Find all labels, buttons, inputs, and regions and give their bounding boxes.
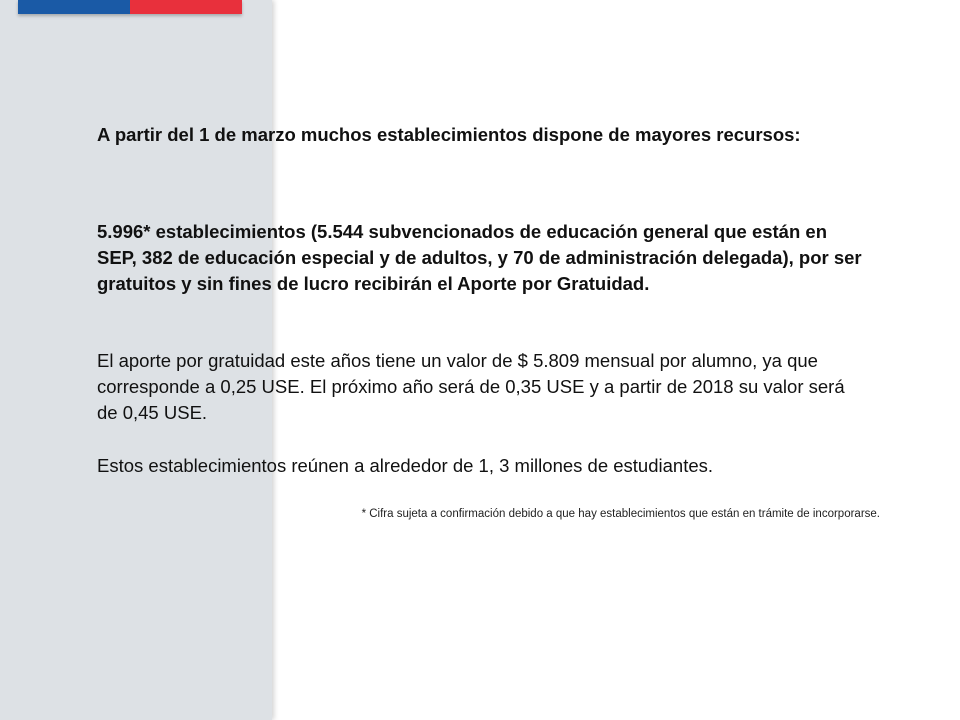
footnote: * Cifra sujeta a confirmación debido a que hay establecimientos que están en trámite de incorporarse. xyxy=(361,508,880,520)
students-paragraph: Estos establecimientos reúnen a alrededor de 1, 3 millones de estudiantes. xyxy=(97,455,714,476)
intro-heading: A partir del 1 de marzo muchos establecimientos dispone de mayores recursos: xyxy=(97,124,801,145)
flag-red-stripe xyxy=(130,0,242,14)
value-paragraph: El aporte por gratuidad este años tiene un valor de $ 5.809 mensual por alumno, ya que corresponde a 0,25 USE. El próximo año será de 0,35 USE y a partir de 2018 su valor será de 0,45 USE. xyxy=(97,350,845,423)
flag-color-bar xyxy=(18,0,242,14)
flag-blue-stripe xyxy=(18,0,130,14)
establishments-paragraph: 5.996* establecimientos (5.544 subvencionados de educación general que están en SEP, 382 de educación especial y de adultos, y 70 de administración delegada), por ser gratuitos y sin fines de lucro recibirán el Aporte por Gratuidad. xyxy=(97,221,862,294)
